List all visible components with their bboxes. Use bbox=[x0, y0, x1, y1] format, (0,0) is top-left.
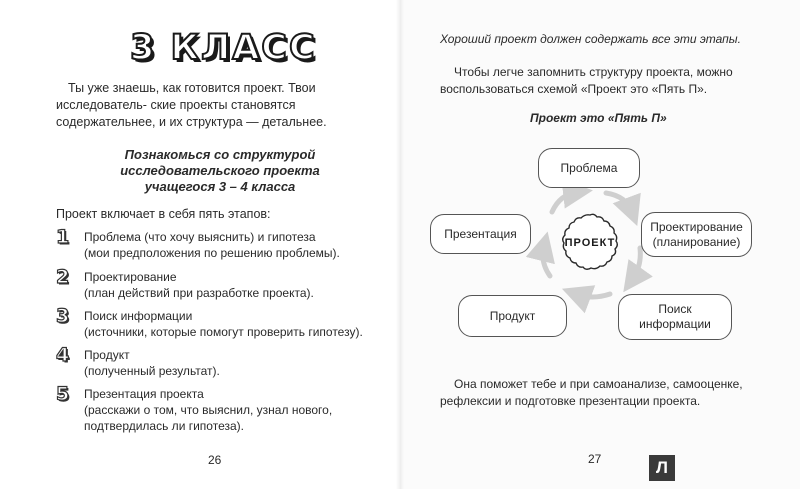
grade-title: 3 КЛАСС bbox=[130, 28, 317, 68]
node-search-label: Поиск bbox=[658, 302, 692, 316]
node-project-center bbox=[558, 211, 622, 275]
publisher-logo: Л bbox=[649, 455, 675, 481]
node-search-sublabel: информации bbox=[639, 317, 711, 331]
stage-1-desc: (мои предположения по решению проблемы). bbox=[84, 246, 340, 260]
stage-1-number: 1 bbox=[56, 226, 70, 248]
intro-paragraph: Ты уже знаешь, как готовится проект. Твои исследователь- ские проекты становятся содержательнее, и их структура — детальнее. bbox=[56, 81, 327, 129]
stage-5-title: Презентация проекта bbox=[84, 387, 204, 401]
stage-3-number: 3 bbox=[56, 305, 70, 327]
node-product-label: Продукт bbox=[489, 308, 536, 323]
structure-subtitle: Познакомься со структурой исследовательского проекта учащегося 3 – 4 класса bbox=[120, 147, 320, 194]
book-fold bbox=[396, 0, 404, 489]
stage-4-number: 4 bbox=[56, 344, 70, 366]
scheme-intro: Чтобы легче запомнить структуру проекта, можно воспользоваться схемой «Проект это «Пять П». bbox=[440, 65, 733, 96]
arrow-search-to-product bbox=[576, 294, 610, 297]
page-number-right: 27 bbox=[588, 452, 602, 466]
arrow-problem-to-design bbox=[606, 193, 632, 212]
stage-1-title: Проблема (что хочу выяснить) и гипотеза bbox=[84, 230, 316, 244]
arrow-design-to-search bbox=[632, 248, 640, 280]
good-project-note: Хороший проект должен содержать все эти этапы. bbox=[440, 32, 741, 46]
stage-2-number: 2 bbox=[56, 266, 70, 288]
node-design-label: Проектирование bbox=[650, 219, 743, 234]
stages-intro: Проект включает в себя пять этапов: bbox=[56, 207, 271, 221]
closing-paragraph: Она поможет тебе и при самоанализе, самооценке, рефлексии и подготовке презентации проекта. bbox=[440, 377, 743, 408]
node-design bbox=[641, 212, 752, 257]
stage-2 bbox=[56, 266, 386, 301]
stage-3 bbox=[56, 305, 386, 340]
node-search bbox=[618, 294, 732, 340]
stage-2-title: Проектирование bbox=[84, 270, 177, 284]
stage-4-desc: (полученный результат). bbox=[84, 364, 220, 378]
arrow-product-to-presentation bbox=[543, 246, 550, 276]
node-problem bbox=[538, 148, 640, 188]
diagram-heading: Проект это «Пять П» bbox=[530, 111, 667, 125]
stage-2-desc: (план действий при разработке проекта). bbox=[84, 286, 314, 300]
stage-3-desc: (источники, которые помогут проверить гипотезу). bbox=[84, 325, 363, 339]
right-page bbox=[400, 0, 800, 489]
stage-5-desc-cont: подтвердилась ли гипотеза). bbox=[84, 419, 244, 433]
stage-5 bbox=[56, 383, 386, 434]
page-number-left: 26 bbox=[208, 453, 222, 467]
node-product bbox=[458, 295, 567, 337]
stage-5-desc: (расскажи о том, что выяснил, узнал нового, bbox=[84, 403, 333, 417]
node-project-label: ПРОЕКТ bbox=[564, 237, 616, 249]
stage-1 bbox=[56, 226, 386, 261]
stage-4 bbox=[56, 344, 386, 379]
stage-4-title: Продукт bbox=[84, 348, 130, 362]
stage-5-number: 5 bbox=[56, 383, 70, 405]
arrow-presentation-to-problem bbox=[552, 192, 578, 212]
stage-3-title: Поиск информации bbox=[84, 309, 193, 323]
node-presentation bbox=[430, 214, 531, 254]
node-presentation-label: Презентация bbox=[444, 226, 517, 241]
node-problem-label: Проблема bbox=[560, 160, 618, 175]
node-design-sublabel: (планирование) bbox=[652, 234, 741, 249]
